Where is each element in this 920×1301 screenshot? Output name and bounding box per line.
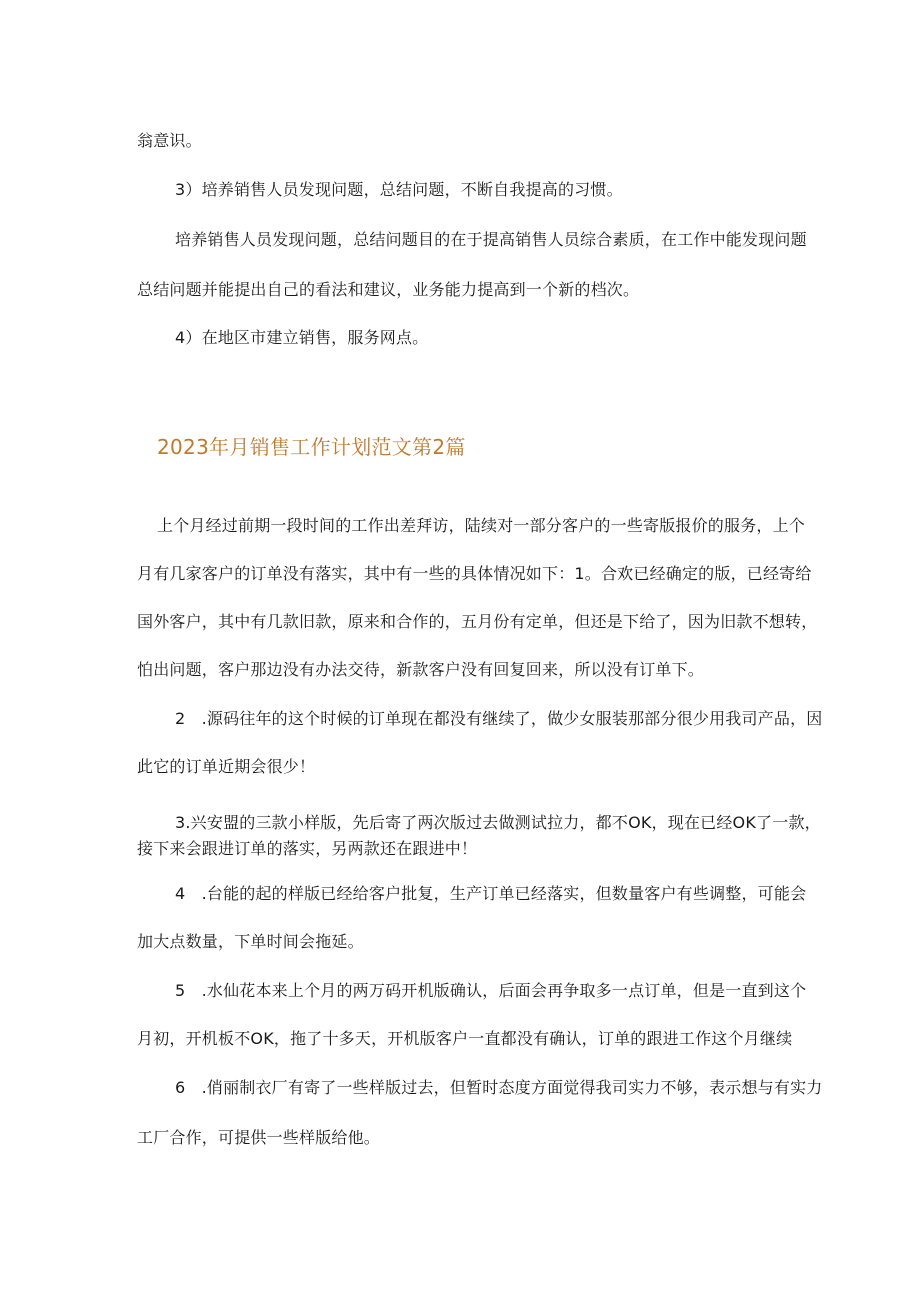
text-line: 上个月经过前期一段时间的工作出差拜访，陆续对一部分客户的一些寄版报价的服务，上个 bbox=[157, 516, 806, 535]
text-line: 4）在地区市建立销售，服务网点。 bbox=[175, 328, 429, 347]
section-heading: 2023年月销售工作计划范文第2篇 bbox=[157, 435, 466, 459]
text-line: 工厂合作，可提供一些样版给他。 bbox=[137, 1128, 381, 1147]
text-line: 接下来会跟进订单的落实，另两款还在跟进中！ bbox=[137, 839, 478, 858]
text-line: 国外客户，其中有几款旧款，原来和合作的，五月份有定单，但还是下给了，因为旧款不想转， bbox=[137, 612, 818, 631]
text-line: 翁意识。 bbox=[137, 131, 202, 150]
text-line: 怕出问题，客户那边没有办法交待，新款客户没有回复回来，所以没有订单下。 bbox=[137, 660, 705, 679]
text-line: 5 .水仙花本来上个月的两万码开机版确认，后面会再争取多一点订单，但是一直到这个 bbox=[175, 981, 807, 1000]
text-line: 月有几家客户的订单没有落实，其中有一些的具体情况如下：1。合欢已经确定的版，已经寄给 bbox=[137, 564, 812, 583]
text-line: 3.兴安盟的三款小样版，先后寄了两次版过去做测试拉力，都不OK，现在已经OK了一款， bbox=[175, 813, 821, 832]
text-line: 2 .源码往年的这个时候的订单现在都没有继续了，做少女服装那部分很少用我司产品，因 bbox=[175, 709, 823, 728]
text-line: 总结问题并能提出自己的看法和建议，业务能力提高到一个新的档次。 bbox=[137, 280, 640, 299]
text-line: 月初，开机板不OK，拖了十多天，开机版客户一直都没有确认，订单的跟进工作这个月继续 bbox=[137, 1029, 793, 1048]
text-line: 4 .台能的起的样版已经给客户批复，生产订单已经落实，但数量客户有些调整，可能会 bbox=[175, 884, 807, 903]
text-line: 此它的订单近期会很少！ bbox=[137, 757, 316, 776]
text-line: 加大点数量，下单时间会拖延。 bbox=[137, 932, 364, 951]
text-line: 培养销售人员发现问题，总结问题目的在于提高销售人员综合素质，在工作中能发现问题 bbox=[175, 230, 807, 249]
text-line: 3）培养销售人员发现问题，总结问题，不断自我提高的习惯。 bbox=[175, 180, 623, 199]
text-line: 6 .俏丽制衣厂有寄了一些样版过去，但暂时态度方面觉得我司实力不够，表示想与有实力 bbox=[175, 1078, 823, 1097]
